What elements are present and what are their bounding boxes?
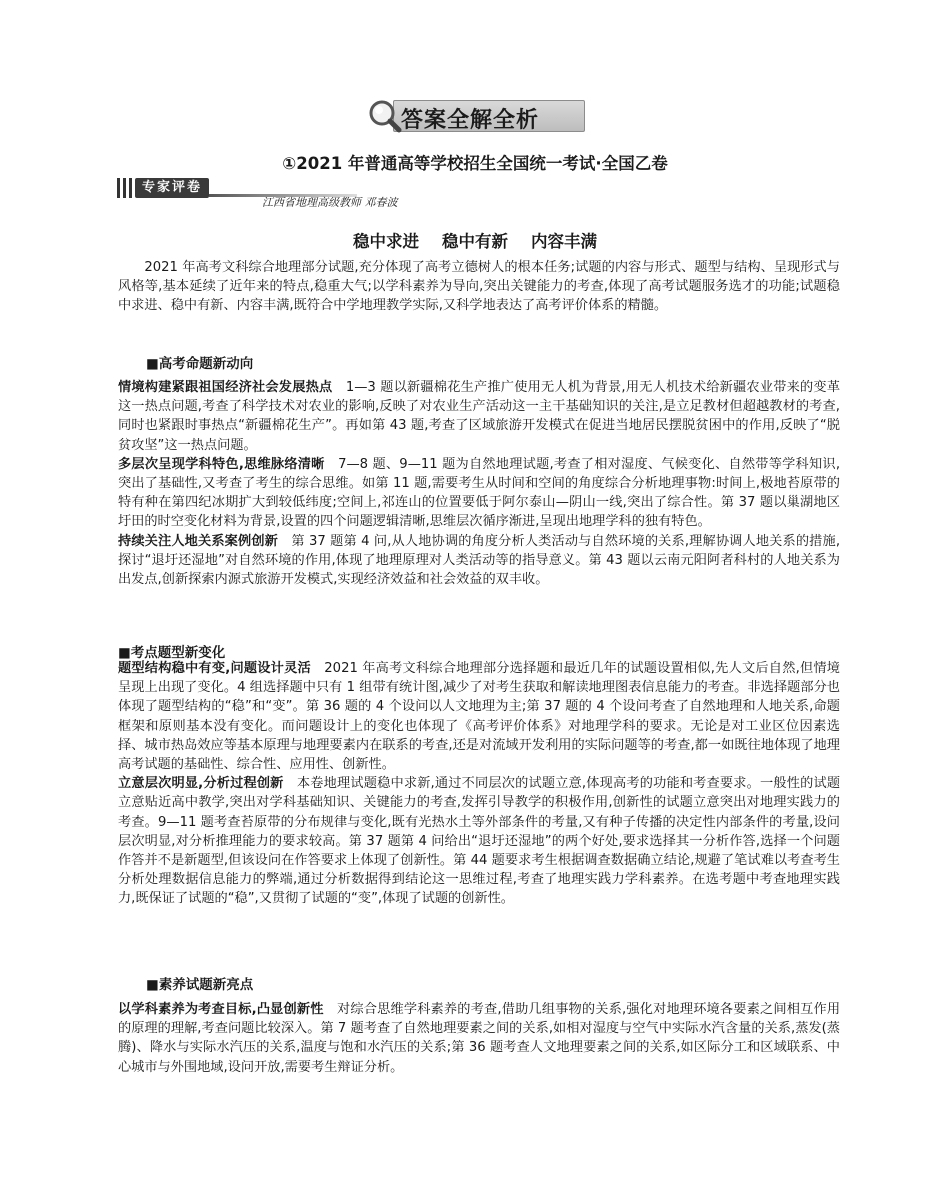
paragraph-text: 对综合思维学科素养的考查,借助几组事物的关系,强化对地理环境各要素之间相互作用的原理的理解,考查问题比较深入。第 7 题考查了自然地理要素之间的关系,如相对湿度与空气中实际水汽含量的关系,蒸发(蒸腾)、降水与实际水汽压的关系,温度与饱和水汽压的关系;第 36 题考查人文地理要素之间的关系,如区际分工和区域联系、中心城市与外围地域,设问开放,需要考生辩证分析。 bbox=[118, 1002, 841, 1075]
section-heading: ■高考命题新动向 bbox=[146, 356, 254, 372]
paragraph-text: 第 37 题第 4 问,从人地协调的角度分析人类活动与自然环境的关系,理解协调人地关系的措施,探讨“退圩还湿地”对自然环境的作用,体现了地理原理对人类活动等的指导意义。第 43 题以云南元阳阿者科村的人地关系为出发点,创新探索内源式旅游开发模式,实现经济效益和社会效益的双丰收。 bbox=[118, 533, 841, 588]
paragraph-lead: 情境构建紧跟祖国经济社会发展热点 bbox=[118, 380, 333, 395]
paragraph bbox=[118, 455, 840, 532]
intro-block bbox=[118, 258, 840, 316]
answer-banner bbox=[365, 96, 587, 134]
paragraph-lead: 立意层次明显,分析过程创新 bbox=[118, 776, 284, 792]
paragraph-text: 本卷地理试题稳中求新,通过不同层次的试题立意,体现高考的功能和考查要求。一般性的试题立意贴近高中教学,突出对学科基础知识、关键能力的考查,发挥引导教学的积极作用,创新性的试题立意突出对地理实践力的考查。9—11 题考查苔原带的分布规律与变化,既有光热水土等外部条件的考量,又有种子传播的决定性内部条件的考量,设问层次明显,对分析推理能力的要求较高。第 37 题第 4 问给出“退圩还湿地”的两个好处,要求选择其一分析作答,选择一个问题作答并不是新题型,但该设问在作答要求上体现了创新性。第 44 题要求考生根据调查数据确立结论,规避了笔试难以考查考生分析处理数据信息能力的弊端,通过分析数据得到结论这一思维过程,考查了地理实践力学科素养。在选考题中考查地理实践力,既保证了试题的“稳”,又贯彻了试题的“变”,体现了试题的创新性。 bbox=[118, 776, 841, 907]
paragraph bbox=[118, 378, 840, 455]
tag-bar bbox=[117, 178, 120, 198]
intro-paragraph: 2021 年高考文科综合地理部分试题,充分体现了高考立德树人的根本任务;试题的内容与形式、题型与结构、呈现形式与风格等,基本延续了近年来的特点,稳重大气;以学科素养为导向,突出关键能力的考查,体现了高考试题服务选才的功能;试题稳中求进、稳中有新、内容丰满,既符合中学地理教学实际,又科学地表达了高考评价体系的精髓。 bbox=[118, 260, 840, 314]
section-heading: ■素养试题新亮点 bbox=[146, 977, 254, 993]
magnifier-icon bbox=[365, 96, 403, 134]
article-headline: 稳中求进 稳中有新 内容丰满 bbox=[353, 232, 597, 251]
paragraph bbox=[118, 1000, 840, 1077]
banner-title: 答案全解全析 bbox=[401, 108, 540, 133]
paragraph-text: 7—8 题、9—11 题为自然地理试题,考查了相对湿度、气候变化、自然带等学科知识,突出了基础性,又考查了考生的综合思维。如第 11 题,需要考生从时间和空间的角度综合分析地理事物:时间上,极地苔原带的特有种在第四纪冰期扩大到较低纬度;空间上,祁连山的位置要低于阿尔泰山—阴山一线,突出了综合性。第 37 题以巢湖地区圩田的时空变化材料为背景,设置的四个问题逻辑清晰,思维层次循序渐进,呈现出地理学科的独有特色。 bbox=[118, 456, 841, 530]
section-body bbox=[118, 378, 840, 589]
author-line: 江西省地理高级教师 邓春波 bbox=[262, 196, 398, 209]
exam-title: ①2021 年普通高等学校招生全国统一考试·全国乙卷 bbox=[282, 154, 668, 173]
paragraph-lead: 题型结构稳中有变,问题设计灵活 bbox=[118, 661, 311, 676]
paragraph-lead: 多层次呈现学科特色,思维脉络清晰 bbox=[118, 456, 325, 472]
tag-label: 专家评卷 bbox=[135, 178, 209, 198]
paragraph bbox=[118, 659, 840, 774]
paragraph-text: 1—3 题以新疆棉花生产推广使用无人机为背景,用无人机技术给新疆农业带来的变革这一热点问题,考查了科学技术对农业的影响,反映了对农业生产活动这一主干基础知识的关注,是立足教材但超越教材的考查,同时也紧跟时事热点“新疆棉花生产”。再如第 43 题,考查了区域旅游开发模式在促进当地居民摆脱贫困中的作用,反映了“脱贫攻坚”这一热点问题。 bbox=[118, 380, 841, 453]
tag-bar bbox=[129, 178, 132, 198]
section-body bbox=[118, 1000, 840, 1077]
paragraph-lead: 以学科素养为考查目标,凸显创新性 bbox=[118, 1002, 324, 1017]
section-body bbox=[118, 659, 840, 909]
paragraph bbox=[118, 532, 840, 590]
paragraph bbox=[118, 774, 840, 908]
section-heading: ■考点题型新变化 bbox=[118, 645, 226, 661]
paragraph-text: 2021 年高考文科综合地理部分选择题和最近几年的试题设置相似,先人文后自然,但情境呈现上出现了变化。4 组选择题中只有 1 组带有统计图,减少了对考生获取和解读地理图表信息能力的考查。非选择题部分也体现了题型结构的“稳”和“变”。第 36 题的 4 个设问以人文地理为主;第 37 题的 4 个设问考查了自然地理和人地关系,命题框架和原则基本没有变化。而问题设计上的变化也体现了《高考评价体系》对地理学科的要求。无论是对工业区位因素选择、城市热岛效应等基本原理与地理要素内在联系的考查,还是对流域开发利用的实际问题等的考查,都一如既往地体现了地理高考试题的基础性、综合性、应用性、创新性。 bbox=[118, 661, 840, 773]
paragraph-lead: 持续关注人地关系案例创新 bbox=[118, 533, 278, 549]
tag-bar bbox=[123, 178, 126, 198]
